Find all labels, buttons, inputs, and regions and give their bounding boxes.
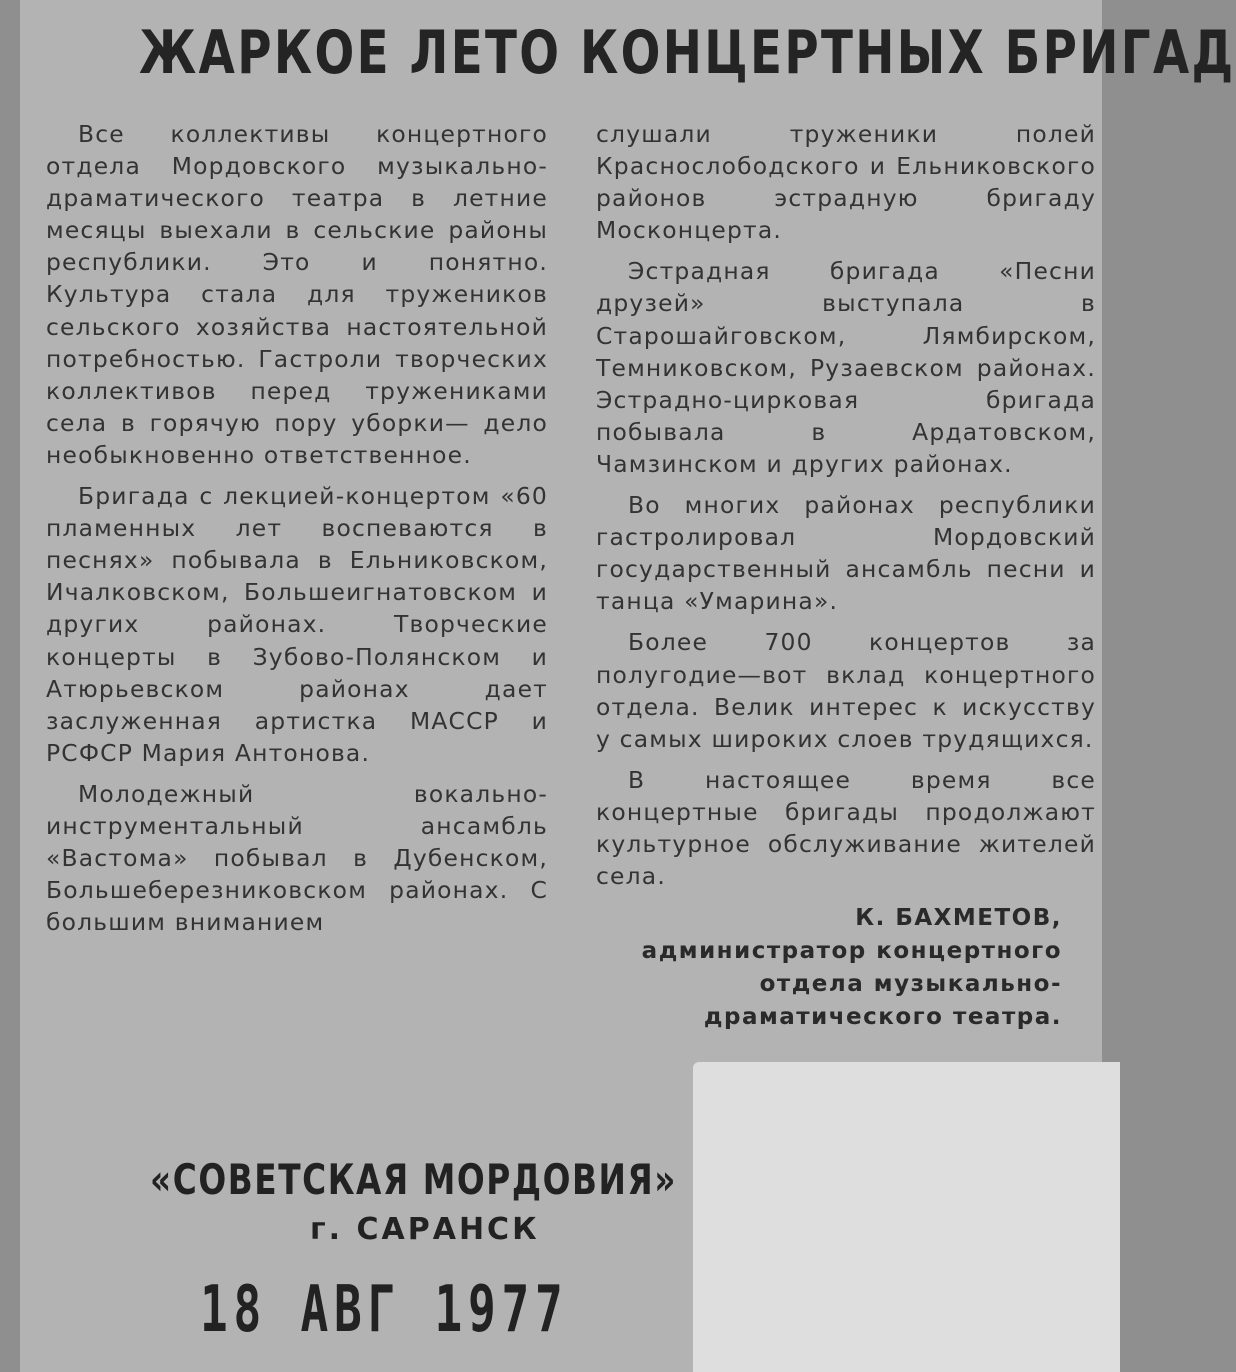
article-column-right xyxy=(596,118,1096,901)
stamp-city: г. САРАНСК xyxy=(310,1212,540,1247)
paragraph: Эстрадная бригада «Песни друзей» выступала в Старошайговском, Лямбирском, Темниковском, Рузаевском районах. Эстрадно-цирковая бригада побывала в Ардатовском, Чамзинском и других районах. xyxy=(596,257,1096,478)
paragraph: В настоящее время все концертные бригады продолжают культурное обслуживание жителей села. xyxy=(596,765,1096,891)
author-title-line: отдела музыкально- xyxy=(759,971,1062,997)
author-name: К. БАХМЕТОВ, xyxy=(855,905,1062,931)
author-signature xyxy=(596,902,1062,1034)
article-headline: ЖАРКОЕ ЛЕТО КОНЦЕРТНЫХ БРИГАД xyxy=(139,18,1236,88)
paragraph: Более 700 концертов за полугодие—вот вклад концертного отдела. Велик интерес к искусству у самых широких слоев трудящихся. xyxy=(596,628,1096,753)
stamp-newspaper-name: «СОВЕТСКАЯ МОРДОВИЯ» xyxy=(150,1155,678,1204)
paragraph: Во многих районах республики гастролировал Мордовский государственный ансамбль песни и танца «Умарина». xyxy=(596,491,1096,616)
paragraph: Молодежный вокально-инструментальный ансамбль «Вастома» побывал в Дубенском, Большеберезниковском районах. С большим вниманием xyxy=(46,779,548,937)
author-title-line: администратор концертного xyxy=(641,938,1062,964)
paragraph: Бригада с лекцией-концертом «60 пламенных лет воспеваются в песнях» побывала в Ельниковском, Ичалковском, Большеигнатовском и других районах. Творческие концерты в Зубово-Полянском и Атюрьевском районах дает заслуженная артистка МАССР и РСФСР Мария Антонова. xyxy=(46,482,548,767)
clipping-cutout-corner xyxy=(693,1062,1120,1372)
stamp-date: 18 АВГ 1977 xyxy=(200,1273,569,1347)
article-column-left xyxy=(46,118,548,947)
paragraph-continuation: слушали труженики полей Краснослободского и Ельниковского районов эстрадную бригаду Москонцерта. xyxy=(596,120,1096,245)
source-stamp xyxy=(150,1150,695,1360)
paragraph: Все коллективы концертного отдела Мордовского музыкально-драматического театра в летние месяцы выехали в сельские районы республики. Это и понятно. Культура стала для тружеников сельского хозяйства настоятельной потребностью. Гастроли творческих коллективов перед тружениками села в горячую пору уборки— дело необыкновенно ответственное. xyxy=(46,120,548,469)
author-title-line: драматического театра. xyxy=(703,1004,1062,1030)
